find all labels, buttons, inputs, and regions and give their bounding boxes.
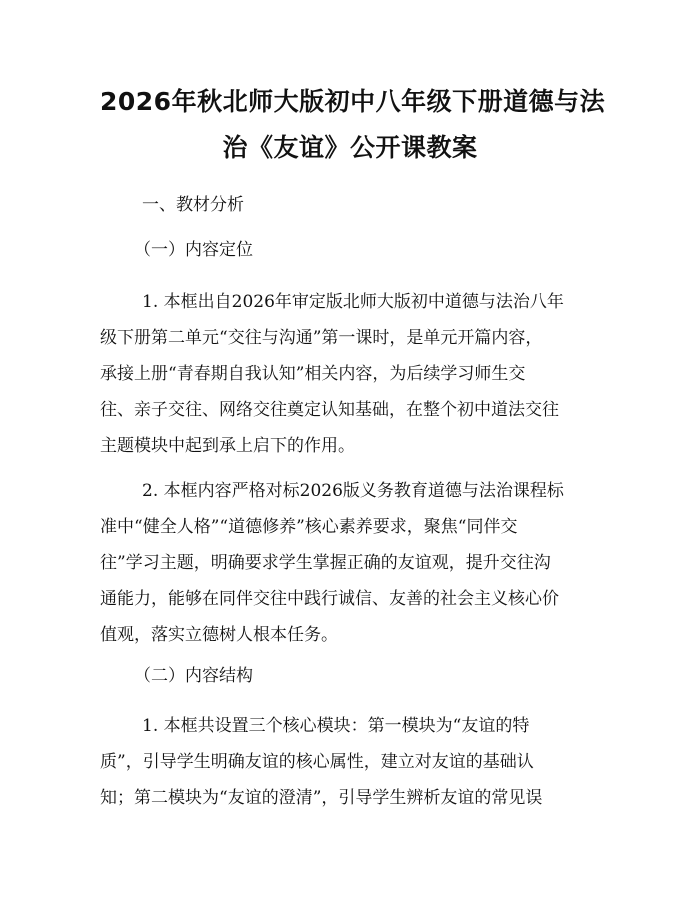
paragraph-line: 准中“健全人格”“道德修养”核心素养要求，聚焦“同伴交 — [100, 517, 518, 537]
paragraph-content-positioning-2 — [100, 473, 600, 653]
subsection-heading-content-positioning: （一）内容定位 — [134, 240, 253, 260]
paragraph-line: 通能力，能够在同伴交往中践行诚信、友善的社会主义核心价 — [100, 589, 559, 609]
paragraph-line: 值观，落实立德树人根本任务。 — [100, 625, 338, 645]
paragraph-content-positioning-1 — [100, 284, 600, 464]
paragraph-line: 往、亲子交往、网络交往奠定认知基础，在整个初中道法交往 — [100, 400, 559, 420]
paragraph-line: 2. 本框内容严格对标2026版义务教育道德与法治课程标 — [142, 481, 564, 501]
paragraph-line: 质”，引导学生明确友谊的核心属性，建立对友谊的基础认 — [100, 752, 534, 772]
subsection-heading-content-structure: （二）内容结构 — [134, 666, 253, 686]
paragraph-line: 级下册第二单元“交往与沟通”第一课时，是单元开篇内容， — [100, 328, 543, 348]
section-heading-textbook-analysis: 一、教材分析 — [142, 195, 244, 215]
document-title-line-1: 2026年秋北师大版初中八年级下册道德与法 — [100, 87, 606, 116]
paragraph-line: 承接上册“青春期自我认知”相关内容，为后续学习师生交 — [100, 364, 526, 384]
paragraph-line: 主题模块中起到承上启下的作用。 — [100, 436, 355, 456]
paragraph-line: 知；第二模块为“友谊的澄清”，引导学生辨析友谊的常见误 — [100, 788, 543, 808]
paragraph-line: 1. 本框出自2026年审定版北师大版初中道德与法治八年 — [142, 292, 564, 312]
paragraph-content-structure-1 — [100, 708, 600, 816]
paragraph-line: 往”学习主题，明确要求学生掌握正确的友谊观，提升交往沟 — [100, 553, 551, 573]
paragraph-line: 1. 本框共设置三个核心模块：第一模块为“友谊的特 — [142, 716, 530, 736]
document-title-line-2: 治《友谊》公开课教案 — [222, 133, 478, 162]
